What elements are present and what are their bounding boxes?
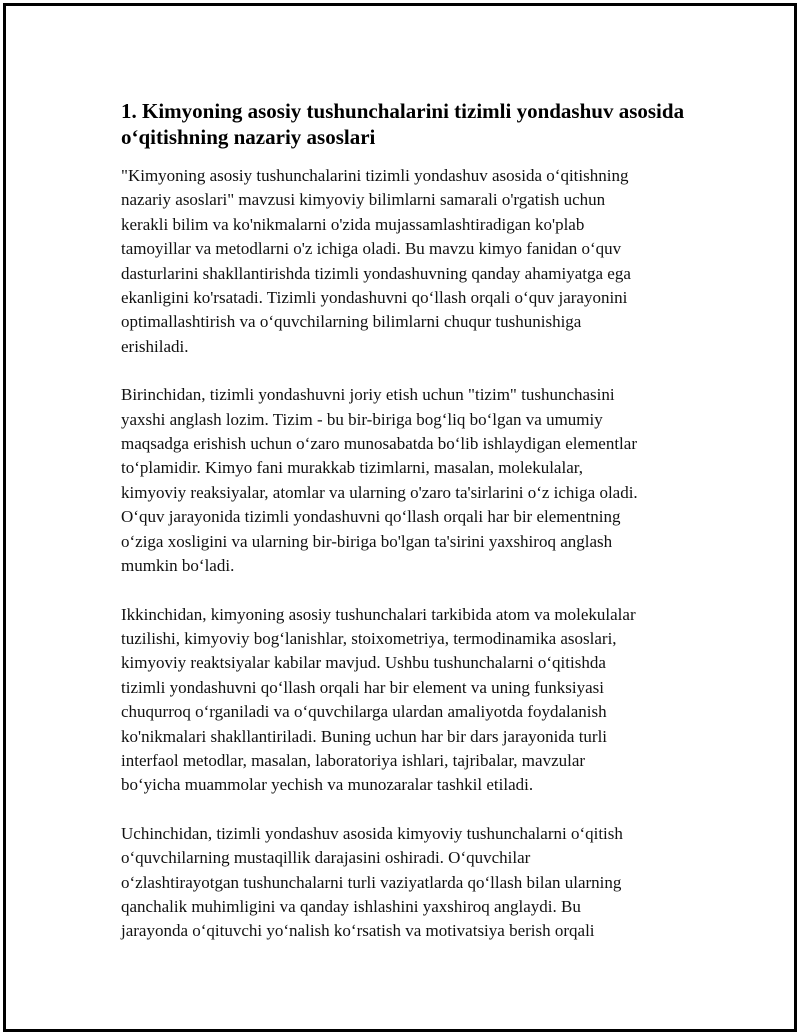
text-line: chuqurroq o‘rganiladi va o‘quvchilarga ulardan amaliyotda foydalanish xyxy=(121,702,607,722)
text-line: Uchinchidan, tizimli yondashuv asosida kimyoviy tushunchalarni o‘qitish xyxy=(121,823,623,843)
text-line: kimyoviy reaktsiyalar kabilar mavjud. Ushbu tushunchalarni o‘qitishda xyxy=(121,653,606,673)
text-line: qanchalik muhimligini va qanday ishlashini yaxshiroq anglaydi. Bu xyxy=(121,896,581,916)
text-line: tizimli yondashuvni qo‘llash orqali har bir element va uning funksiyasi xyxy=(121,677,604,697)
document-body xyxy=(121,98,691,968)
text-line: optimallashtirish va o‘quvchilarning bilimlarni chuqur tushunishiga xyxy=(121,312,582,332)
text-line: o‘quvchilarning mustaqillik darajasini oshiradi. O‘quvchilar xyxy=(121,848,531,868)
text-line: kimyoviy reaksiyalar, atomlar va ularning o'zaro ta'sirlarini o‘z ichiga oladi. xyxy=(121,482,638,502)
text-line: Birinchidan, tizimli yondashuvni joriy etish uchun "tizim" tushunchasini xyxy=(121,385,615,405)
text-line: "Kimyoning asosiy tushunchalarini tizimli yondashuv asosida o‘qitishning xyxy=(121,166,629,185)
text-line: yaxshi anglash lozim. Tizim - bu bir-biriga bog‘liq bo‘lgan va umumiy xyxy=(121,409,603,429)
text-line: ekanligini ko'rsatadi. Tizimli yondashuvni qo‘llash orqali o‘quv jarayonini xyxy=(121,288,628,308)
text-line: dasturlarini shakllantirishda tizimli yondashuvning qanday ahamiyatga ega xyxy=(121,263,631,283)
text-line: o‘ziga xosligini va ularning bir-biriga bo'lgan ta'sirini yaxshiroq anglash xyxy=(121,531,613,551)
text-line: erishiladi. xyxy=(121,336,189,356)
paragraph-intro xyxy=(121,164,691,359)
text-line: tuzilishi, kimyoviy bog‘lanishlar, stoixometriya, termodinamika asoslari, xyxy=(121,628,617,648)
paragraph-second xyxy=(121,603,691,798)
text-line: mumkin bo‘ladi. xyxy=(121,556,235,576)
paragraph-first xyxy=(121,383,691,578)
text-line: Ikkinchidan, kimyoning asosiy tushunchalari tarkibida atom va molekulalar xyxy=(121,604,636,624)
text-line: maqsadga erishish uchun o‘zaro munosabatda bo‘lib ishlaydigan elementlar xyxy=(121,434,637,454)
text-line: kerakli bilim va ko'nikmalarni o'zida mujassamlashtiradigan ko'plab xyxy=(121,214,585,234)
heading-line: o‘qitishning nazariy asoslari xyxy=(121,125,376,149)
text-line: jarayonda o‘qituvchi yo‘nalish ko‘rsatish va motivatsiya berish orqali xyxy=(121,921,595,941)
text-line: tamoyillar va metodlarni o'z ichiga oladi. Bu mavzu kimyo fanidan o‘quv xyxy=(121,239,622,259)
text-line: bo‘yicha muammolar yechish va munozaralar tashkil etiladi. xyxy=(121,775,534,795)
text-line: o‘zlashtirayotgan tushunchalarni turli vaziyatlarda qo‘llash bilan ularning xyxy=(121,872,622,892)
section-heading xyxy=(121,98,691,150)
heading-line: 1. Kimyoning asosiy tushunchalarini tizimli yondashuv asosida xyxy=(121,99,685,123)
page-frame xyxy=(3,3,797,1032)
text-line: O‘quv jarayonida tizimli yondashuvni qo‘llash orqali har bir elementning xyxy=(121,507,621,527)
text-line: interfaol metodlar, masalan, laboratoriya ishlari, tajribalar, mavzular xyxy=(121,750,586,770)
text-line: nazariy asoslari" mavzusi kimyoviy bilimlarni samarali o'rgatish uchun xyxy=(121,190,606,210)
paragraph-third xyxy=(121,822,691,944)
text-line: to‘plamidir. Kimyo fani murakkab tizimlarni, masalan, molekulalar, xyxy=(121,458,583,478)
text-line: ko'nikmalari shakllantiriladi. Buning uchun har bir dars jarayonida turli xyxy=(121,726,608,746)
